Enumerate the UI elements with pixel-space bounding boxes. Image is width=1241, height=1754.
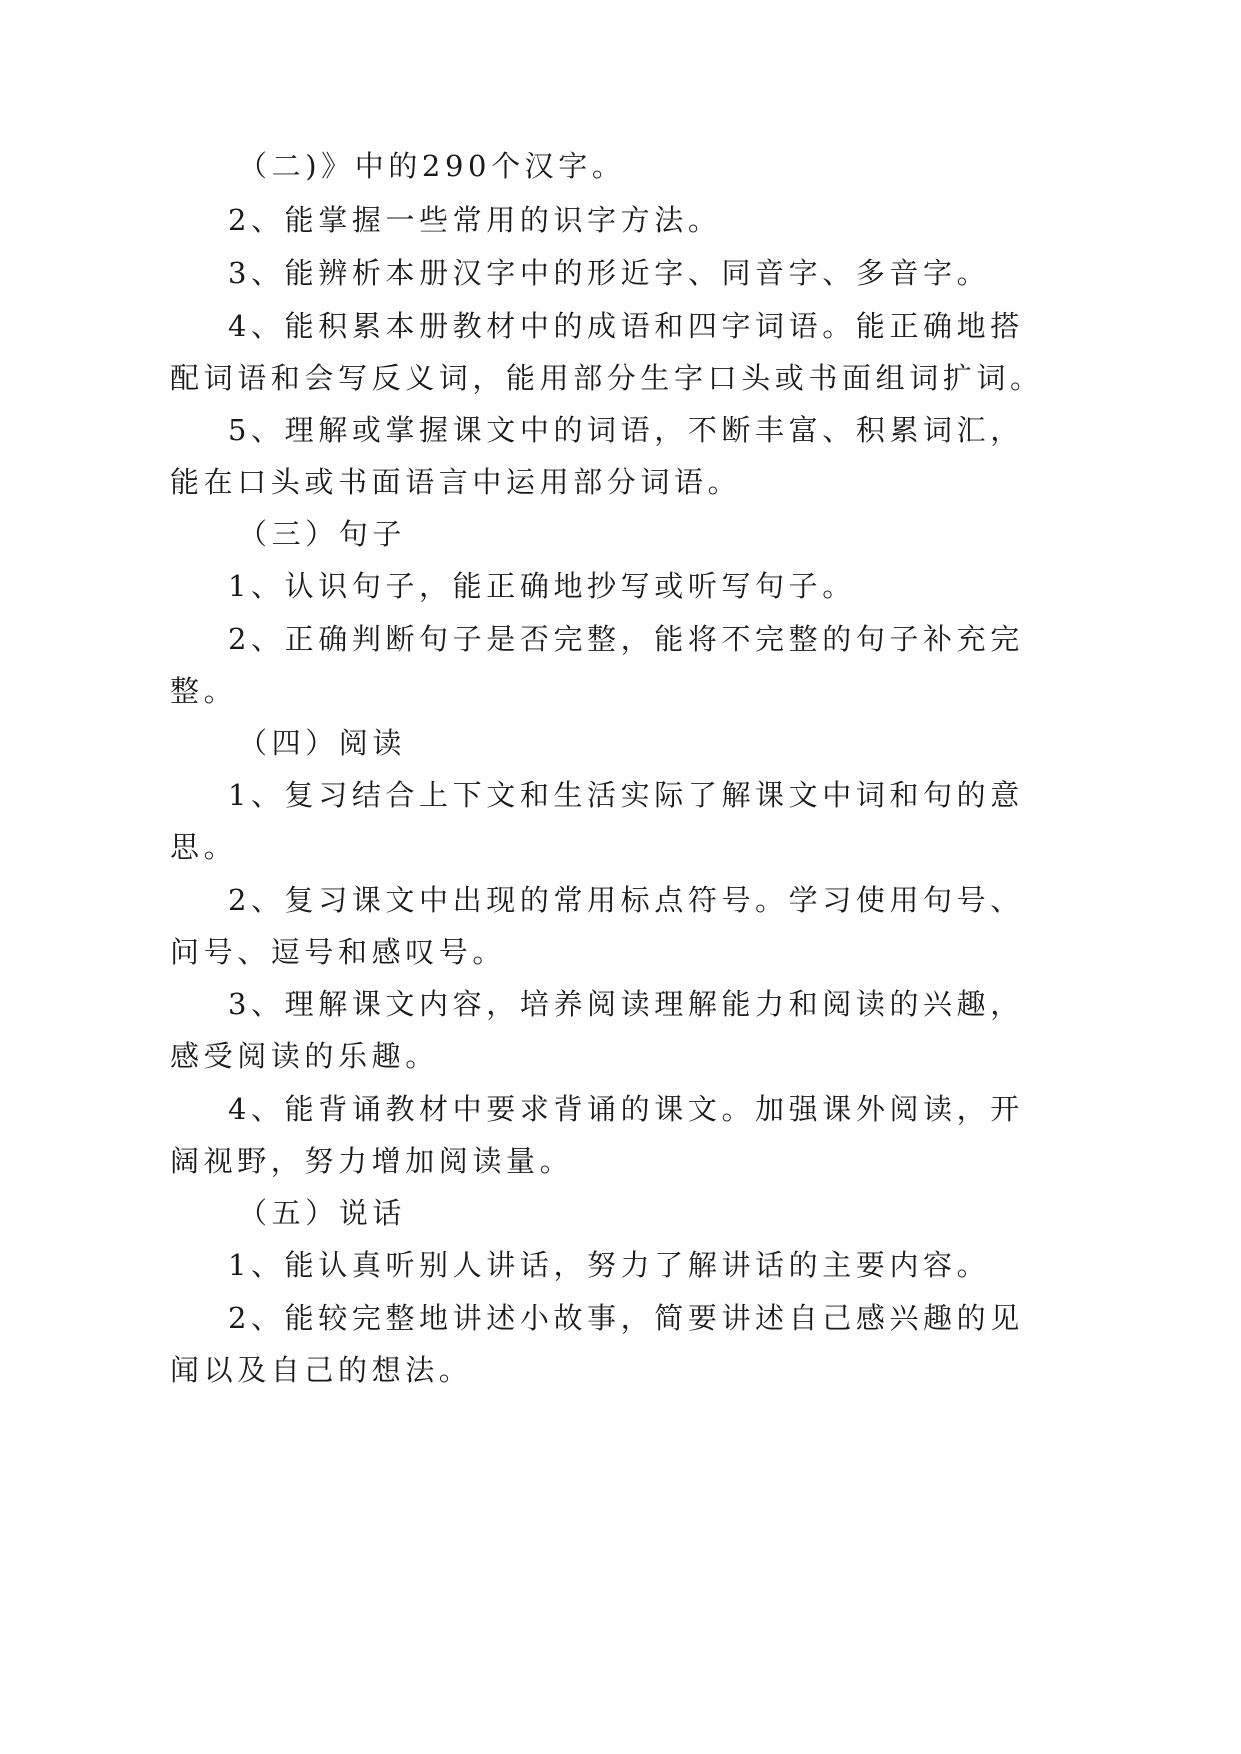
text-line: 能在口头或书面语言中运用部分词语。 (170, 465, 742, 499)
section-heading: （四）阅读 (238, 726, 407, 760)
text-line: 3、能辨析本册汉字中的形近字、同音字、多音字。 (228, 256, 991, 290)
text-line: 2、复习课文中出现的常用标点符号。学习使用句号、 (228, 883, 1024, 917)
section-heading: （五）说话 (238, 1196, 407, 1230)
text-line: 思。 (170, 830, 238, 864)
text-line: 1、复习结合上下文和生活实际了解课文中词和句的意 (228, 778, 1024, 812)
text-line: 4、能积累本册教材中的成语和四字词语。能正确地搭 (228, 309, 1024, 343)
text-line: 感受阅读的乐趣。 (170, 1039, 439, 1073)
text-line: （二)》中的290个汉字。 (238, 149, 626, 183)
text-line: 整。 (170, 674, 238, 708)
text-line: 2、能较完整地讲述小故事，简要讲述自己感兴趣的见 (228, 1301, 1024, 1335)
text-line: 2、正确判断句子是否完整，能将不完整的句子补充完 (228, 622, 1024, 656)
text-line: 5、理解或掌握课文中的词语，不断丰富、积累词汇， (228, 413, 1024, 447)
text-line: 问号、逗号和感叹号。 (170, 935, 507, 969)
section-heading: （三）句子 (238, 517, 407, 551)
text-line: 4、能背诵教材中要求背诵的课文。加强课外阅读，开 (228, 1092, 1024, 1126)
text-line: 2、能掌握一些常用的识字方法。 (228, 203, 722, 237)
text-line: 1、认识句子，能正确地抄写或听写句子。 (228, 569, 856, 603)
text-line: 阔视野，努力增加阅读量。 (170, 1144, 574, 1178)
text-line: 1、能认真听别人讲话，努力了解讲话的主要内容。 (228, 1248, 991, 1282)
text-line: 3、理解课文内容，培养阅读理解能力和阅读的兴趣， (228, 987, 1024, 1021)
text-line: 配词语和会写反义词，能用部分生字口头或书面组词扩词。 (170, 361, 1044, 395)
text-line: 闻以及自己的想法。 (170, 1353, 473, 1387)
